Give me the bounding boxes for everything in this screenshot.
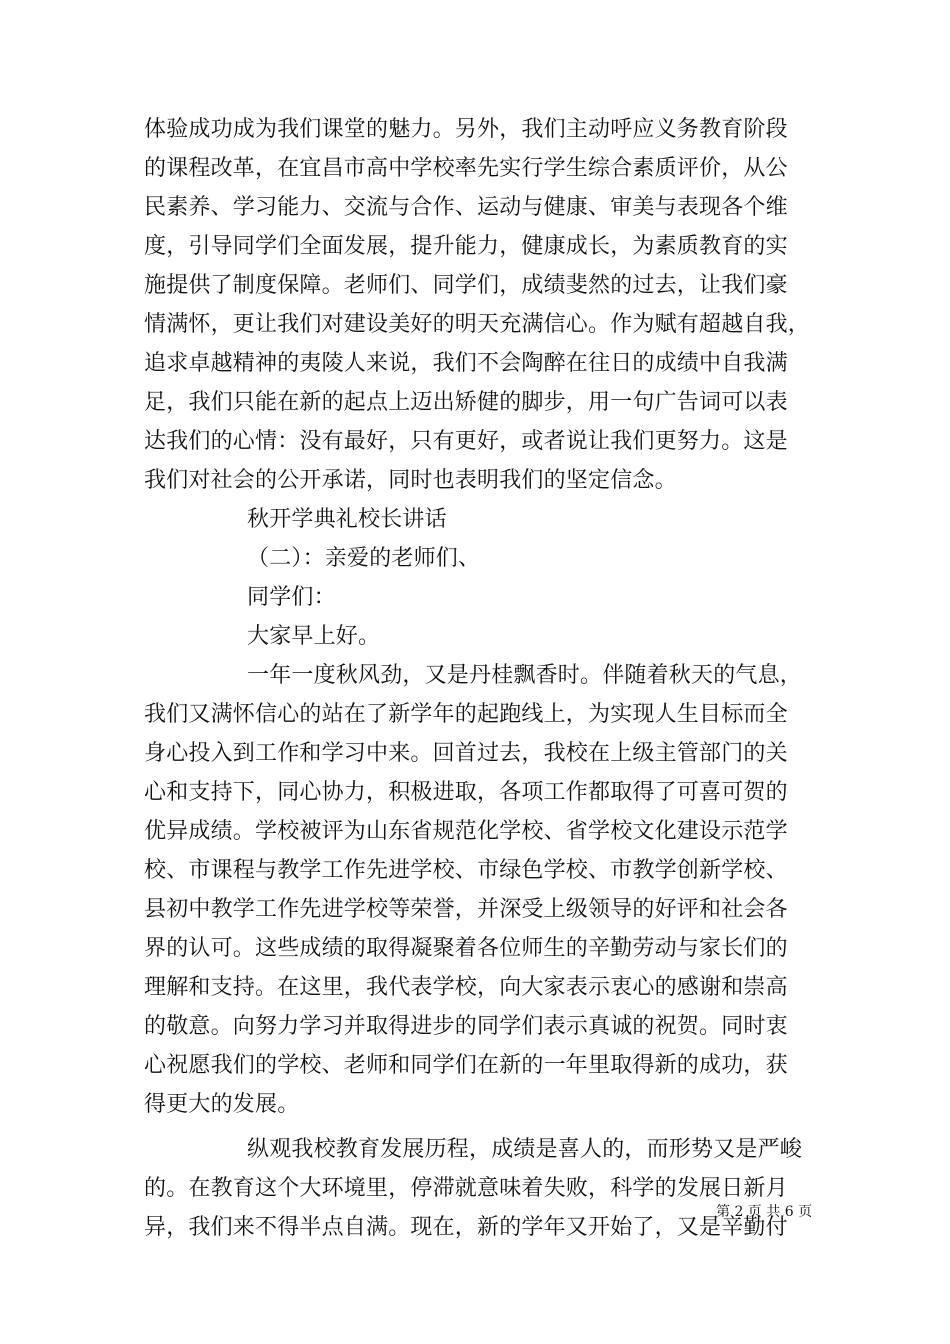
paragraph-1 xyxy=(144,110,811,500)
paragraph-line: 的课程改革，在宜昌市高中学校率先实行学生综合素质评价，从公 xyxy=(144,156,788,181)
paragraph-line: 心祝愿我们的学校、老师和同学们在新的一年里取得新的成功，获 xyxy=(144,1053,788,1078)
paragraph-line: 体验成功成为我们课堂的魅力。另外，我们主动呼应义务教育阶段 xyxy=(144,117,788,142)
paragraph-line: 纵观我校教育发展历程，成绩是喜人的，而形势又是严峻 xyxy=(247,1137,803,1162)
paragraph-line: 优异成绩。学校被评为山东省规范化学校、省学校文化建设示范学 xyxy=(144,819,788,844)
paragraph-line: 异，我们来不得半点自满。现在，新的学年又开始了，又是辛勤付 xyxy=(144,1215,788,1240)
paragraph-line: 界的认可。这些成绩的取得凝聚着各位师生的辛勤劳动与家长们的 xyxy=(144,936,788,961)
paragraph-line: 一年一度秋风劲，又是丹桂飘香时。伴随着秋天的气息， xyxy=(247,663,803,688)
paragraph-line: 度，引导同学们全面发展，提升能力，健康成长，为素质教育的实 xyxy=(144,234,788,259)
paragraph-line: 心和支持下，同心协力，积极进取，各项工作都取得了可喜可贺的 xyxy=(144,780,788,805)
paragraph-line: 的。在教育这个大环境里，停滞就意味着失败，科学的发展日新月 xyxy=(144,1176,788,1201)
paragraph-line: 我们又满怀信心的站在了新学年的起跑线上，为实现人生目标而全 xyxy=(144,702,788,727)
paragraph-line: 得更大的发展。 xyxy=(144,1092,300,1117)
document-subtitle: （二）：亲爱的老师们、 xyxy=(247,546,481,571)
paragraph-line: 达我们的心情：没有最好，只有更好，或者说让我们更努力。这是 xyxy=(144,429,788,454)
document-title: 秋开学典礼校长讲话 xyxy=(247,507,447,532)
paragraph-line: 施提供了制度保障。老师们、同学们，成绩斐然的过去，让我们豪 xyxy=(144,273,788,298)
paragraph-line: 县初中教学工作先进学校等荣誉，并深受上级领导的好评和社会各 xyxy=(144,897,788,922)
paragraph-2 xyxy=(144,656,806,1124)
paragraph-line: 足，我们只能在新的起点上迈出矫健的脚步，用一句广告词可以表 xyxy=(144,390,788,415)
greeting: 大家早上好。 xyxy=(247,624,381,649)
document-page xyxy=(144,110,811,1247)
page-number-footer: 第 2 页 共 6 页 xyxy=(716,1204,813,1220)
paragraph-3 xyxy=(144,1130,806,1247)
paragraph-line: 我们对社会的公开承诺，同时也表明我们的坚定信念。 xyxy=(144,468,677,493)
paragraph-line: 追求卓越精神的夷陵人来说，我们不会陶醉在往日的成绩中自我满 xyxy=(144,351,788,376)
salutation: 同学们： xyxy=(247,585,336,610)
paragraph-line: 的敬意。向努力学习并取得进步的同学们表示真诚的祝贺。同时衷 xyxy=(144,1014,788,1039)
paragraph-line: 校、市课程与教学工作先进学校、市绿色学校、市教学创新学校、 xyxy=(144,858,788,883)
paragraph-line: 理解和支持。在这里，我代表学校，向大家表示衷心的感谢和崇高 xyxy=(144,975,788,1000)
paragraph-line: 身心投入到工作和学习中来。回首过去，我校在上级主管部门的关 xyxy=(144,741,788,766)
paragraph-line: 情满怀，更让我们对建设美好的明天充满信心。作为赋有超越自我， xyxy=(144,312,811,337)
paragraph-line: 民素养、学习能力、交流与合作、运动与健康、审美与表现各个维 xyxy=(144,195,788,220)
